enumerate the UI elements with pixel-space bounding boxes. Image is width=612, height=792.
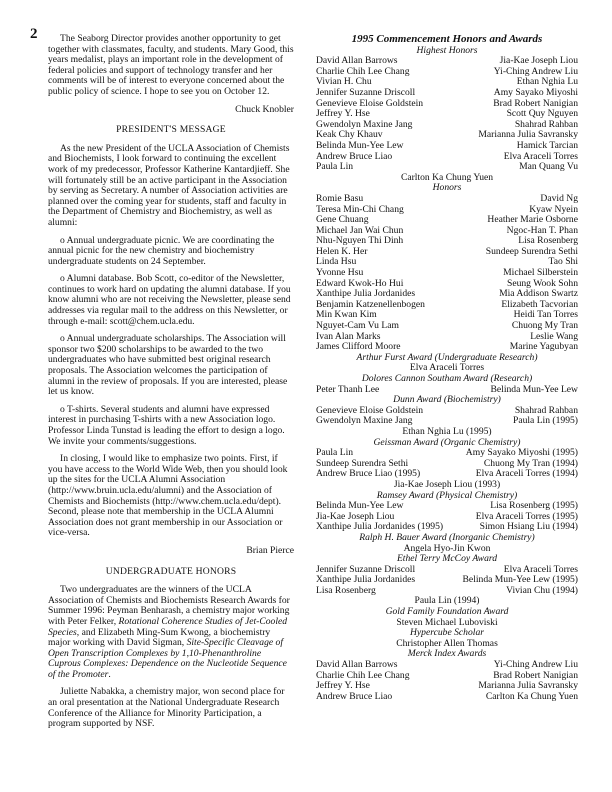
geissman-award-label: Geissman Award (Organic Chemistry) [373,436,521,448]
honoree-name: Gwendolyn Maxine Jang [316,118,413,130]
honoree-name: Yi-Ching Andrew Liu [493,659,578,671]
mccoy-award-list [316,565,578,597]
honoree-name: Benjamin Katzenellenbogen [316,298,425,310]
honoree-name: Genevieve Eloise Goldstein [316,97,424,109]
merck-award-label: Merck Index Awards [407,648,487,660]
honoree-name: Vivian H. Chu [316,76,372,88]
intro-paragraph: The Seaborg Director provides another opportunity to get together with classmates, faculty, and students. Mary Good, this years medalist, plays an important role in the development of federal policies and support of technology transfer and her comments will be of interest to everyone concerned about the public policy of science. I hope to see you on October 12. [48,33,294,97]
honoree-name: Yvonne Hsu [316,267,364,279]
honoree-name: Leslie Wang [530,330,578,342]
honoree-name: Shahrad Rahban [514,404,578,416]
presidents-paragraph-2: o Annual undergraduate picnic. We are coordinating the annual picnic for the new chemistry and biochemistry undergraduate students on 24 September. [48,234,275,267]
honoree-name: Kyaw Nyein [529,203,578,215]
honoree-name: Marine Yagubyan [509,341,578,353]
honoree-name: Helen K. Her [316,245,368,257]
honoree-name: Carlton Ka Chung Yuen [485,690,578,702]
presidents-message-heading: PRESIDENT'S MESSAGE [116,124,226,136]
honoree-name: Keak Chy Khauv [316,129,383,141]
southam-award-label: Dolores Cannon Southam Award (Research) [361,373,533,384]
honoree-name: Genevieve Eloise Goldstein [316,404,424,416]
presidents-signature: Brian Pierce [246,544,294,556]
presidents-paragraph-6: In closing, I would like to emphasize two points. First, if you have access to the World Wide Web, then you should look up the sites for the UCLA Alumni Association (http://www.bruin.ucla.edu/alumni) and the Association of Chemists and Biochemists (http://www.chem.ucla.edu/dept). Second, please note that membership in the UCLA Alumni Association does not grant membership in our Association or vice-versa. [48,453,288,539]
geissman-award-list [316,448,578,480]
honoree-name: Andrew Bruce Liao [316,150,393,162]
honoree-name: Heather Marie Osborne [487,214,578,226]
merck-award-list [316,660,578,702]
honoree-name: Lisa Rosenberg (1995) [490,500,578,512]
honoree-name: Chuong My Tran [511,320,578,332]
honoree-name: Ethan Nghia Lu [516,76,578,88]
name-row [316,88,578,99]
bauer-award-winner: Angela Hyo-Jin Kwon [403,542,491,554]
intro-signature: Chuck Knobler [235,103,294,115]
honoree-name: Vivian Chu (1994) [506,584,578,596]
honors-title: 1995 Commencement Honors and Awards [351,33,543,45]
honoree-name: Xanthipe Julia Jordanides [316,288,416,300]
highest-honors-last: Carlton Ka Chung Yuen [400,171,494,183]
honoree-name: Jennifer Suzanne Driscoll [316,86,416,98]
name-row [316,141,578,152]
honoree-name: Xanthipe Julia Jordanides (1995) [316,521,444,533]
honoree-name: Scott Quy Nguyen [506,108,578,120]
undergrad-paragraph-2: Juliette Nabakka, a chemistry major, won second place for an oral presentation at the National Undergraduate Research Conference of the Alliance for Minority Participation, a program supported by NSF. [48,686,285,730]
presidents-paragraph-3: o Alumni database. Bob Scott, co-editor of the Newsletter, continues to work hard on updating the alumni database. If you know alumni who are not receiving the Newsletter, please send addresses via regular mail to the address on this Newsletter, or through e-mail: scott@chem.ucla.edu. [48,273,291,327]
felker-project-title: Rotational Coherence Studies of Jet-Cooled Species [48,615,288,638]
honoree-name: Marianna Julia Savransky [478,129,578,141]
dunn-award-label: Dunn Award (Biochemistry) [393,394,501,406]
honoree-name: Sundeep Surendra Sethi [485,245,578,257]
honoree-name: Jeffrey Y. Hse [316,680,370,692]
honoree-name: Elva Araceli Torres (1995) [475,510,578,522]
page-number: 2 [30,26,38,42]
honoree-name: Hamick Tarcian [516,139,578,151]
honoree-name: Michael Silberstein [503,267,578,279]
honoree-name: Jia-Kae Joseph Liou [316,510,395,522]
honors-label: Honors [432,182,462,194]
hypercube-scholar-label: Hypercube Scholar [410,627,484,639]
honoree-name: David Ng [540,192,578,204]
ramsey-award-list [316,501,578,533]
hypercube-scholar-winner: Christopher Allen Thomas [396,637,498,649]
honoree-name: Elva Araceli Torres [503,150,578,162]
honoree-name: Tao Shi [548,256,578,268]
name-row [316,194,578,205]
honoree-name: Charlie Chih Lee Chang [316,669,410,681]
geissman-award-last: Jia-Kae Joseph Liou (1993) [393,478,501,490]
highest-honors-list [316,56,578,173]
honoree-name: Seung Wook Sohn [506,277,578,289]
mccoy-award-last: Paula Lin (1994) [414,595,480,607]
honoree-name: Edward Kwok-Ho Hui [316,277,404,289]
honoree-name: Belinda Mun-Yee Lew [316,139,404,151]
mccoy-award-label: Ethel Terry McCoy Award [396,553,498,565]
honoree-name: Lisa Rosenberg [316,584,376,596]
furst-award-winner: Elva Araceli Torres [409,362,485,374]
dunn-award-last: Ethan Nghia Lu (1995) [402,425,492,437]
honoree-name: Man Quang Vu [519,161,578,173]
honoree-name: Brad Robert Nanigian [493,669,578,681]
honoree-name: Xanthipe Julia Jordanides [316,574,416,586]
honoree-name: Paula Lin (1995) [512,415,578,427]
highest-honors-label: Highest Honors [416,44,478,56]
honoree-name: Nguyet-Cam Vu Lam [316,320,399,332]
honoree-name: Heidi Tan Torres [513,309,578,321]
honoree-name: Jeffrey Y. Hse [316,108,370,120]
honoree-name: Min Kwan Kim [316,309,377,321]
undergrad-paragraph-1: Two undergraduates are the winners of the UCLA Association of Chemists and Biochemists Research Awards for Summer 1996: Peyman Benharash, a chemistry major working with Peter Felker, Rotational Coherence Studies of Jet-Cooled Species, and Elizabeth Ming-Sum Kwong, a biochemistry major working with David Sigman, Site-Specific Cleavage of Open Transcription Complexes by 1,10-Phenanthroline Cuprous Complexes: Dependence on the Nucleotide Sequence of the Promoter. [48,584,290,680]
bauer-award-label: Ralph H. Bauer Award (Inorganic Chemistry) [359,531,535,543]
honoree-name: Ngoc-Han T. Phan [506,224,578,236]
presidents-paragraph-4: o Annual undergraduate scholarships. The Association will sponsor two $200 scholarships to be awarded to the two undergraduates who have submitted best original research proposals. The Association welcomes the participation of alumni in the review of proposals. If you are interested, please let us know. [48,333,288,398]
honoree-name: Brad Robert Nanigian [493,97,578,109]
honoree-name: Marianna Julia Savransky [478,680,578,692]
honoree-name: Elva Araceli Torres [503,563,578,575]
dunn-award-list [316,406,578,427]
presidents-paragraph-5: o T-shirts. Several students and alumni have expressed interest in purchasing T-shirts with a new Association logo. Professor Linda Tunstad is leading the effort to design a logo. We invite your comments/suggestions. [48,403,285,447]
honoree-name: Gene Chuang [316,214,369,226]
honoree-name: Chuong My Tran (1994) [483,457,578,469]
honoree-name: Romie Basu [316,192,364,204]
honoree-name: Gwendolyn Maxine Jang [316,415,413,427]
honoree-name: David Allan Barrows [316,55,398,67]
honoree-name: Shahrad Rahban [514,118,578,130]
honoree-name: Jennifer Suzanne Driscoll [316,563,416,575]
furst-award-label: Arthur Furst Award (Undergraduate Research) [356,351,538,363]
honoree-name: Amy Sayako Miyoshi [493,86,578,98]
name-row [316,692,578,703]
honoree-name: Nhu-Nguyen Thi Dinh [316,235,404,247]
honoree-name: Elva Araceli Torres (1994) [475,468,578,480]
sigman-project-title: Site-Specific Cleavage of Open Transcription Complexes by 1,10-Phenanthroline Cuprous Complexes: Dependence on the Nucleotide Sequence of the Promoter [48,637,287,680]
honoree-name: David Allan Barrows [316,659,398,671]
honoree-name: Belinda Mun-Yee Lew [316,500,404,512]
honoree-name: Andrew Bruce Liao (1995) [316,468,421,480]
honoree-name: Belinda Mun-Yee Lew [490,383,578,395]
honoree-name: Belinda Mun-Yee Lew (1995) [462,574,578,586]
gold-family-award-winner: Steven Michael Luboviski [396,616,498,628]
honoree-name: Charlie Chih Lee Chang [316,65,410,77]
honoree-name: Teresa Min-Chi Chang [316,203,404,215]
ramsey-award-label: Ramsey Award (Physical Chemistry) [376,489,518,501]
gold-family-award-label: Gold Family Foundation Award [385,606,509,618]
left-column [48,34,294,737]
honoree-name: Paula Lin [316,161,354,173]
honoree-name: Ivan Alan Marks [316,330,381,342]
honoree-name: Yi-Ching Andrew Liu [493,65,578,77]
right-column [316,34,578,702]
honoree-name: Elizabeth Tacvorian [501,298,578,310]
honoree-name: Amy Sayako Miyoshi (1995) [465,447,578,459]
honoree-name: Linda Hsu [316,256,357,268]
honoree-name: Simon Hsiang Liu (1994) [479,521,578,533]
honoree-name: Peter Thanh Lee [316,383,380,395]
honoree-name: Sundeep Surendra Sethi [316,457,409,469]
honoree-name: Mia Addison Swartz [499,288,578,300]
honoree-name: Andrew Bruce Liao [316,690,393,702]
honoree-name: James Clifford Moore [316,341,401,353]
undergraduate-honors-heading: UNDERGRADUATE HONORS [105,565,237,577]
presidents-paragraph-1: As the new President of the UCLA Association of Chemists and Biochemists, I look forward to continuing the excellent work of my predecessor, Professor Katherine Kantardjieff. She will fortunately still be an active participant in the Association by serving as Secretary. A number of Association activities are planned over the coming year for students, staff and faculty in the Department of Chemistry and Biochemistry, as well as alumni: [48,142,290,228]
honoree-name: Lisa Rosenberg [518,235,578,247]
honoree-name: Jia-Kae Joseph Liou [499,55,578,67]
honors-list [316,194,578,353]
honoree-name: Michael Jan Wai Chun [316,224,404,236]
honoree-name: Paula Lin [316,447,354,459]
